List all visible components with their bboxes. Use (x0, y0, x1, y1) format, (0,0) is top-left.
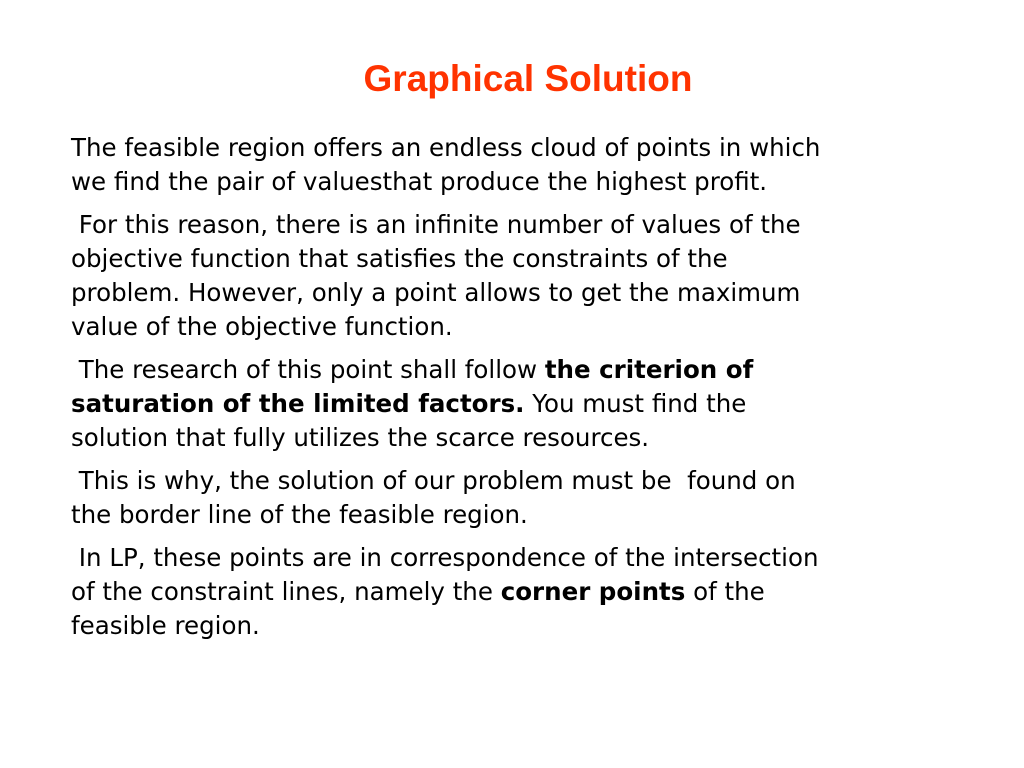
text-run: of the (685, 577, 765, 606)
slide-title: Graphical Solution (363, 58, 693, 99)
text-line: feasible region. (71, 611, 260, 640)
text-line: objective function that satisfies the constraints of the (71, 244, 728, 273)
paragraph-corner-points (71, 541, 971, 643)
paragraph-border-line (71, 464, 971, 532)
bold-phrase: the criterion of (544, 355, 754, 384)
text-line: problem. However, only a point allows to get the maximum (71, 278, 801, 307)
paragraph-infinite-values (71, 208, 971, 344)
text-line (71, 575, 971, 609)
text-line: the border line of the feasible region. (71, 500, 528, 529)
text-line: For this reason, there is an infinite number of values of the (71, 210, 801, 239)
paragraph-saturation-criterion (71, 353, 971, 455)
paragraph-feasible-region (71, 131, 971, 199)
slide-body (71, 131, 971, 652)
bold-phrase: corner points (500, 577, 686, 606)
text-line (71, 387, 971, 421)
text-line: In LP, these points are in correspondence of the intersection (71, 543, 819, 572)
text-line: value of the objective function. (71, 312, 453, 341)
text-run: You must find the (524, 389, 747, 418)
text-line (71, 353, 971, 387)
text-line: solution that fully utilizes the scarce resources. (71, 423, 650, 452)
text-line: we find the pair of valuesthat produce the highest profit. (71, 167, 768, 196)
text-line: This is why, the solution of our problem must be found on (71, 466, 796, 495)
text-line: The feasible region offers an endless cloud of points in which (71, 133, 821, 162)
text-run: of the constraint lines, namely the (71, 577, 501, 606)
text-run: The research of this point shall follow (71, 355, 545, 384)
bold-phrase: saturation of the limited factors. (71, 389, 525, 418)
